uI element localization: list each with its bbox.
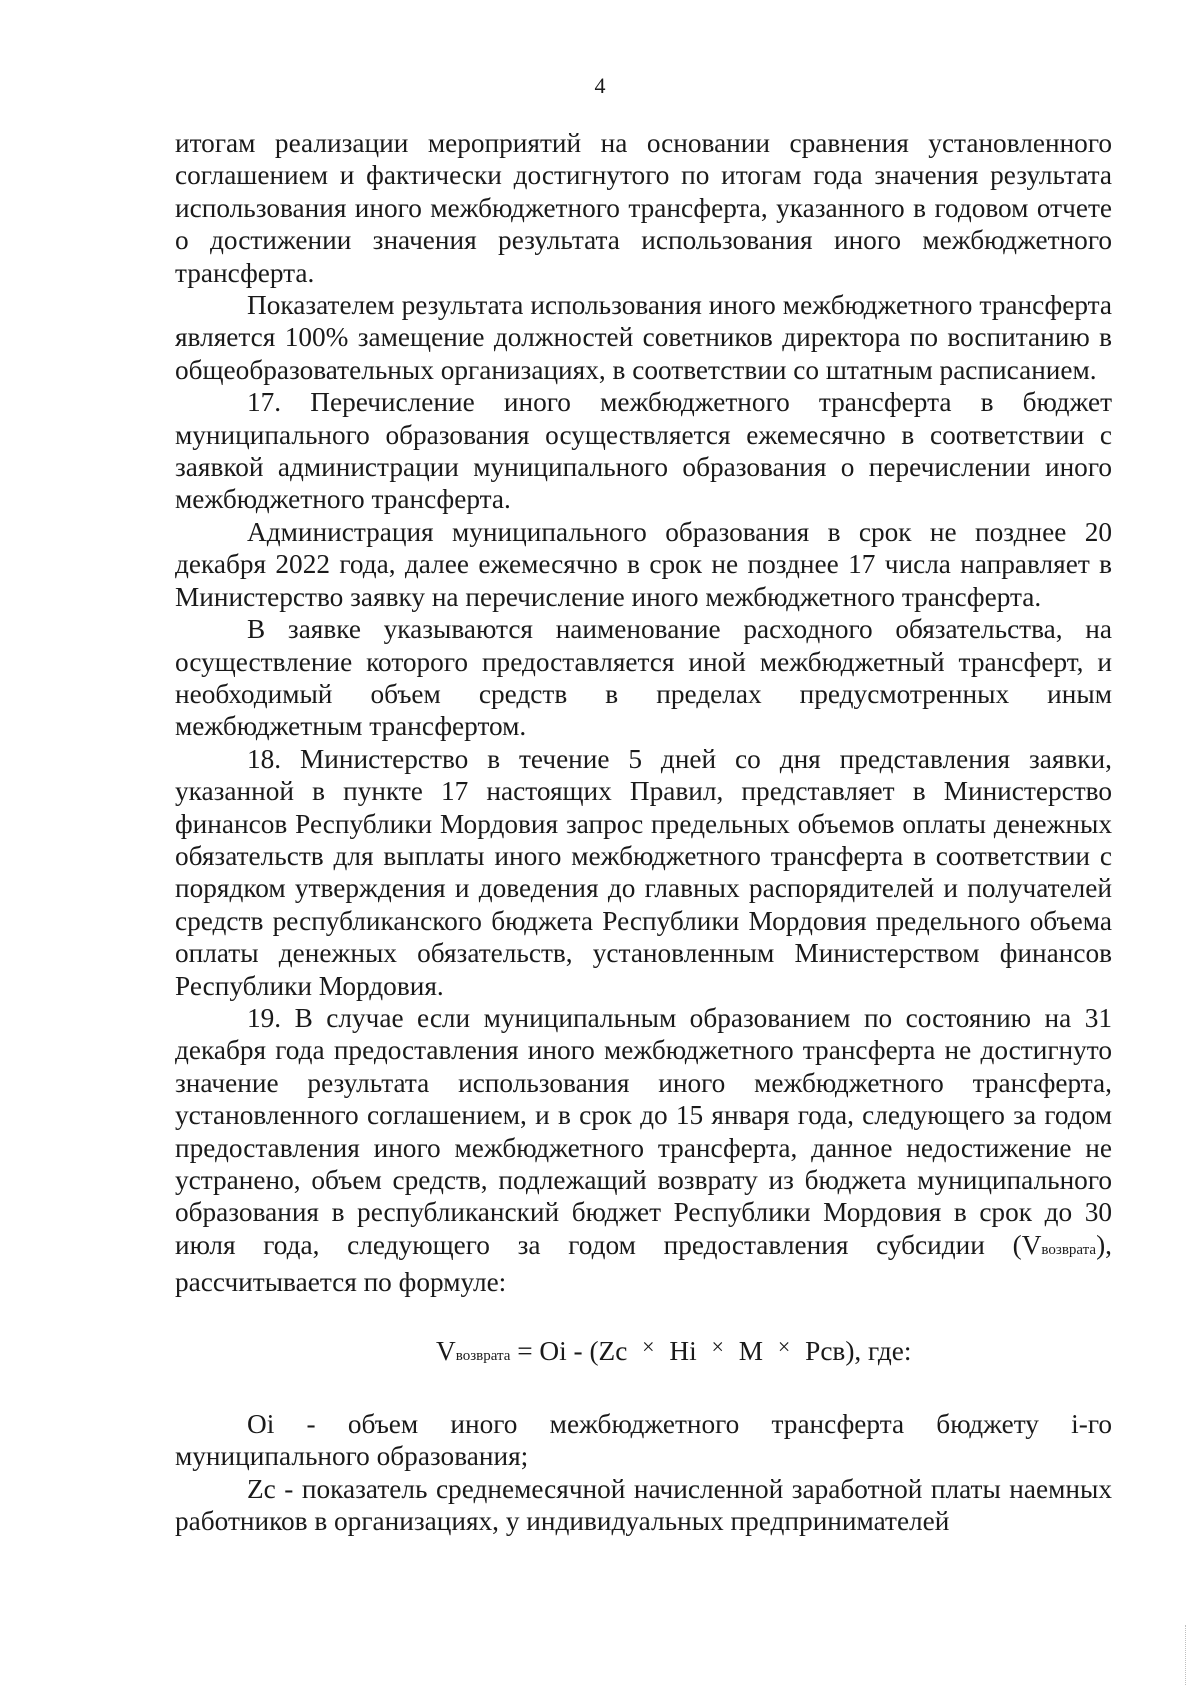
definition-oi: Oi - объем иного межбюджетного трансферта бюджету i-го муниципального образования; [175,1409,1112,1472]
definition-zc: Zc - показатель среднемесячной начисленной заработной платы наемных работников в организациях, у индивидуальных предпринимателей [175,1473,1112,1537]
scan-edge-mark [1184,1625,1186,1685]
formula-part-4: Pсв), где: [798,1335,912,1366]
multiply-sign-3: × [777,1333,791,1359]
item-19-ending: ), рассчитывается по формуле: [175,1229,1112,1298]
item-19-subscript: возврата [1041,1241,1097,1258]
item-19-text: 19. В случае если муниципальным образованием по состоянию на 31 декабря года предоставления иного межбюджетного трансферта не достигнуто значение результата использования иного межбюджетного трансферта, установленного соглашением, и в срок до 15 января года, следующего за годом предоставления иного межбюджетного трансферта, данное недостижение не устранено, объем средств, подлежащий возврату из бюджета муниципального образования в республиканский бюджет Республики Мордовия в срок до 30 июля года, следующего за годом предоставления субсидии (V [175,1002,1112,1260]
multiply-sign-2: × [711,1333,724,1359]
paragraph-application-deadline: Администрация муниципального образования в срок не позднее 20 декабря 2022 года, далее ежемесячно в срок не позднее 17 числа направляет в Министерство заявку на перечисление иного межбюджетного трансферта. [175,516,1112,612]
paragraph-results-evaluation: итогам реализации мероприятий на основании сравнения установленного соглашением и фактически достигнутого по итогам года значения результата использования иного межбюджетного трансферта, указанного в годовом отчете о достижении значения результата использования иного межбюджетного трансферта. [175,128,1112,288]
formula-part-2: Hi [662,1335,704,1366]
refund-formula [175,1335,1112,1372]
formula-part-1: = Oi - (Zc [510,1335,635,1366]
page-number: 4 [594,73,606,98]
document-body [175,127,1112,1538]
paragraph-result-indicator: Показателем результата использования иного межбюджетного трансферта является 100% замещение должностей советников директора по воспитанию в общеобразовательных организациях, в соответствии со штатным расписанием. [175,290,1112,385]
paragraph-item-18: 18. Министерство в течение 5 дней со дня представления заявки, указанной в пункте 17 настоящих Правил, представляет в Министерство финансов Республики Мордовия запрос предельных объемов оплаты денежных обязательств для выплаты иного межбюджетного трансферта в соответствии с порядком утверждения и доведения до главных распорядителей и получателей средств республиканского бюджета Республики Мордовия предельного объема оплаты денежных обязательств, установленным Министерством финансов Республики Мордовия. [175,743,1112,1001]
paragraph-item-19 [175,1002,1112,1299]
paragraph-application-contents: В заявке указываются наименование расходного обязательства, на осуществление которого предоставляется иной межбюджетный трансферт, и необходимый объем средств в пределах предусмотренных иным межбюджетным трансфертом. [175,614,1112,742]
paragraph-item-17: 17. Перечисление иного межбюджетного трансферта в бюджет муниципального образования осуществляется ежемесячно в соответствии с заявкой администрации муниципального образования о перечислении иного межбюджетного трансферта. [175,387,1112,515]
formula-variable: V [436,1335,456,1366]
formula-subscript: возврата [455,1347,511,1364]
formula-part-3: M [731,1335,770,1366]
multiply-sign-1: × [642,1333,655,1359]
